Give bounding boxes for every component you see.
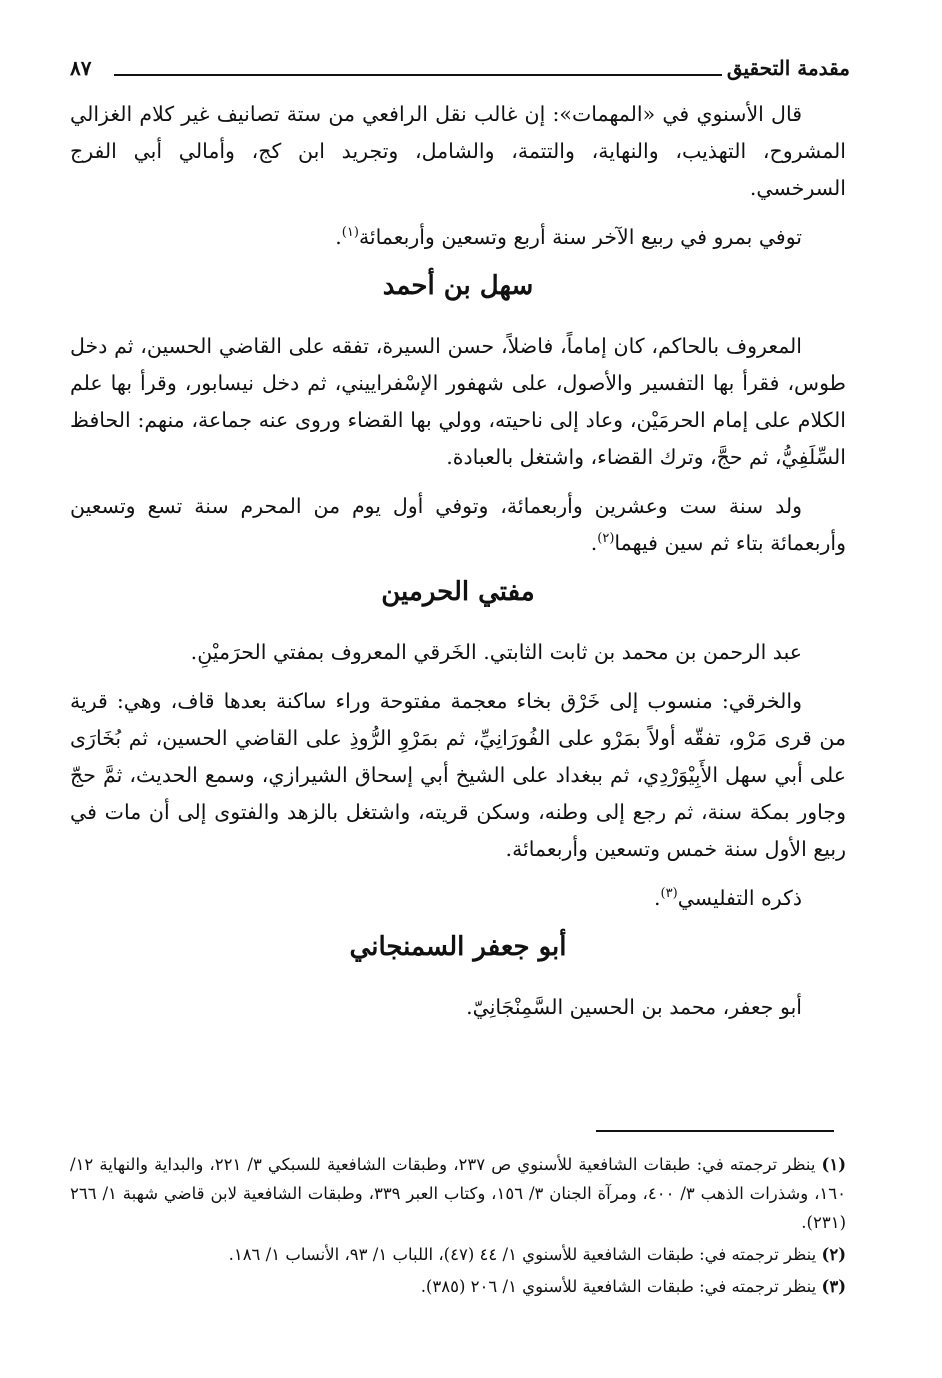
main-text bbox=[70, 96, 846, 1038]
footnote-separator bbox=[596, 1130, 834, 1132]
footnotes bbox=[70, 1150, 846, 1304]
paragraph: توفي بمرو في ربيع الآخر سنة أربع وتسعين وأربعمائة$^{(١)}$. bbox=[335, 225, 802, 249]
paragraph: والخرقي: منسوب إلى خَرْق بخاء معجمة مفتوحة وراء ساكنة بعدها قاف، وهي: قرية من قرى مَرْو، تفقّه أولاً بمَرْو على الفُورَانِيِّ، ثم بمَرْوِ الرُّوذِ على القاضي الحسين، ثم بُخَارَى على أبي سهل الأَبِيْوَرْدِي، ثم ببغداد على الشيخ أبي إسحاق الشيرازي، وسمع الحديث، ثمَّ حجّ وجاور بمكة سنة، ثم رجع إلى وطنه، وسكن قريته، واشتغل بالزهد والفتوى إلى أن مات في ربيع الأول سنة خمس وتسعين وأربعمائة. bbox=[70, 689, 846, 861]
section-heading: سهل بن أحمد bbox=[382, 271, 534, 301]
footnote: (٣) ينظر ترجمته في: طبقات الشافعية للأسنوي ١/ ٢٠٦ (٣٨٥). bbox=[420, 1277, 846, 1296]
paragraph: المعروف بالحاكم، كان إماماً، فاضلاً، حسن السيرة، تفقه على القاضي الحسين، ثم دخل طوس، فقرأ بها التفسير والأصول، على شهفور الإسْفراييني، ثم دخل نيسابور، وقرأ بها علم الكلام على إمام الحرمَيْن، وعاد إلى ناحيته، وولي بها القضاء وروى عنه جماعة، منهم: الحافظ السِّلَفِيُّ، ثم حجَّ، وترك القضاء، واشتغل بالعبادة. bbox=[70, 334, 846, 469]
running-head-rule bbox=[114, 74, 722, 76]
paragraph: أبو جعفر، محمد بن الحسين السَّمِنْجَانِيّ. bbox=[466, 995, 802, 1019]
footnote-number: (١) bbox=[821, 1155, 846, 1174]
paragraph: عبد الرحمن بن محمد بن ثابت الثابتي. الخَرقي المعروف بمفتي الحرَميْنِ. bbox=[190, 640, 802, 664]
paragraph: ولد سنة ست وعشرين وأربعمائة، وتوفي أول يوم من المحرم سنة تسع وتسعين وأربعمائة بتاء ثم سين فيهما$^{(٢)}$. bbox=[70, 494, 846, 555]
section-heading: مفتي الحرمين bbox=[381, 577, 535, 607]
footnote: (١) ينظر ترجمته في: طبقات الشافعية للأسنوي ص ٢٣٧، وطبقات الشافعية للسبكي ٣/ ٢٢١، والبداية والنهاية ١٢/ ١٦٠، وشذرات الذهب ٣/ ٤٠٠، ومرآة الجنان ٣/ ١٥٦، وكتاب العبر ٣٣٩، وطبقات الشافعية لابن قاضي شهبة ١/ ٢٦٦ (٢٣١). bbox=[70, 1155, 847, 1232]
running-head bbox=[70, 56, 850, 86]
running-head-title: مقدمة التحقيق bbox=[726, 56, 850, 80]
paragraph: قال الأسنوي في «المهمات»: إن غالب نقل الرافعي من ستة تصانيف غير كلام الغزالي المشروح، التهذيب، والنهاية، والتتمة، والشامل، وتجريد ابن كج، وأمالي أبي الفرج السرخسي. bbox=[70, 102, 846, 200]
footnote-number: (٣) bbox=[821, 1277, 846, 1296]
footnote-marker: (١) bbox=[341, 225, 359, 241]
footnote-marker: (٣) bbox=[660, 886, 678, 902]
footnote-number: (٢) bbox=[821, 1245, 846, 1264]
page-number: ٨٧ bbox=[70, 56, 92, 80]
section-heading: أبو جعفر السمنجاني bbox=[349, 932, 567, 962]
footnote: (٢) ينظر ترجمته في: طبقات الشافعية للأسنوي ١/ ٤٤ (٤٧)، اللباب ١/ ٩٣، الأنساب ١/ ١٨٦. bbox=[228, 1245, 846, 1264]
footnote-marker: (٢) bbox=[597, 531, 615, 547]
paragraph: ذكره التفليسي$^{(٣)}$. bbox=[654, 886, 802, 910]
